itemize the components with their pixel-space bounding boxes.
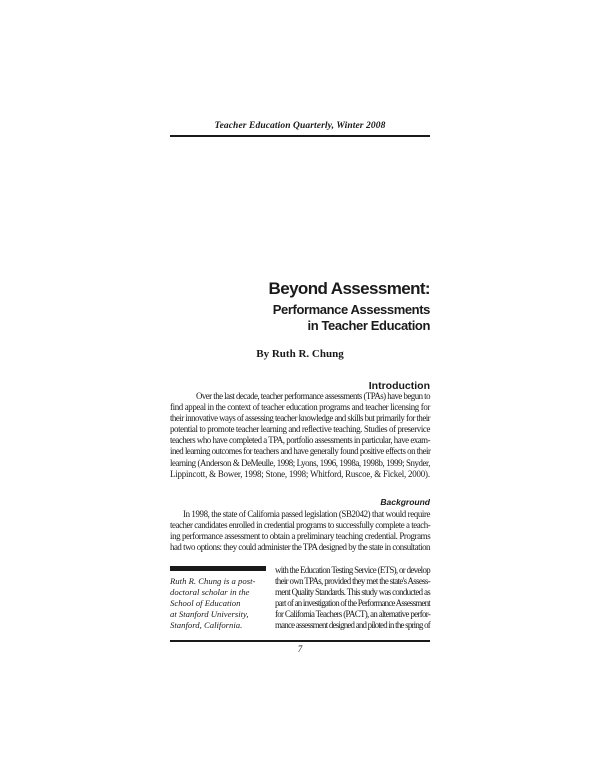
text-line: ment Quality Standards. This study was conducted as — [275, 587, 430, 598]
text-line: had two options: they could administer the TPA designed by the state in consultation — [170, 542, 431, 553]
author-byline: By Ruth R. Chung — [256, 348, 344, 360]
author-note-line: Ruth R. Chung is a post- — [170, 576, 256, 586]
text-line: ing performance assessment to obtain a preliminary teaching credential. Programs — [170, 531, 431, 542]
text-line: learning (Anderson & DeMeulle, 1998; Lyons, 1996, 1998a, 1998b, 1999; Snyder, — [170, 457, 430, 468]
page-number: 7 — [297, 644, 303, 654]
header-rule — [170, 135, 430, 137]
background-paragraph-column — [275, 565, 430, 632]
journal-header: Teacher Education Quarterly, Winter 2008 — [214, 121, 386, 131]
text-line: part of an investigation of the Performance Assessment — [275, 598, 430, 609]
author-note-rule — [170, 566, 266, 571]
introduction-paragraph — [170, 391, 430, 480]
text-line: their own TPAs, provided they met the state's Assess- — [275, 576, 430, 587]
text-line: Over the last decade, teacher performance assessments (TPAs) have begun to — [196, 391, 430, 401]
text-line: teacher candidates enrolled in credential programs to successfully complete a teach- — [170, 520, 431, 531]
author-note-line: at Stanford University, — [170, 609, 249, 620]
footer-rule — [170, 640, 430, 642]
author-note-line: School of Education — [170, 598, 241, 609]
text-line: for California Teachers (PACT), an alternative perfor- — [275, 609, 431, 620]
introduction-heading: Introduction — [368, 380, 430, 392]
text-line: ined learning outcomes for teachers and have generally found positive effects on their — [170, 446, 431, 457]
text-line: teachers who have completed a TPA, portfolio assessments in particular, have exam- — [170, 435, 431, 446]
author-note-line: Stanford, California. — [170, 620, 243, 631]
text-line: their innovative ways of assessing teacher knowledge and skills but primarily for their — [170, 413, 431, 424]
text-line: potential to promote teacher learning and reflective teaching. Studies of preservice — [170, 424, 430, 435]
background-paragraph-full-width — [170, 509, 430, 553]
text-line: mance assessment designed and piloted in the spring of — [275, 620, 430, 631]
article-subtitle-line-1: Performance Assessments — [272, 302, 430, 317]
article-title: Beyond Assessment: — [268, 279, 430, 298]
background-heading: Background — [380, 497, 430, 507]
text-line: In 1998, the state of California passed legislation (SB2042) that would require — [183, 509, 431, 519]
author-note — [170, 576, 270, 631]
text-line: Lippincott, & Bower, 1998; Stone, 1998; Whitford, Ruscoe, & Fickel, 2000). — [170, 468, 430, 479]
text-line: find appeal in the context of teacher education programs and teacher licensing for — [170, 402, 430, 413]
article-subtitle-line-2: in Teacher Education — [307, 318, 430, 333]
text-line: with the Education Testing Service (ETS), or develop — [275, 565, 430, 575]
author-note-line: doctoral scholar in the — [170, 587, 250, 598]
